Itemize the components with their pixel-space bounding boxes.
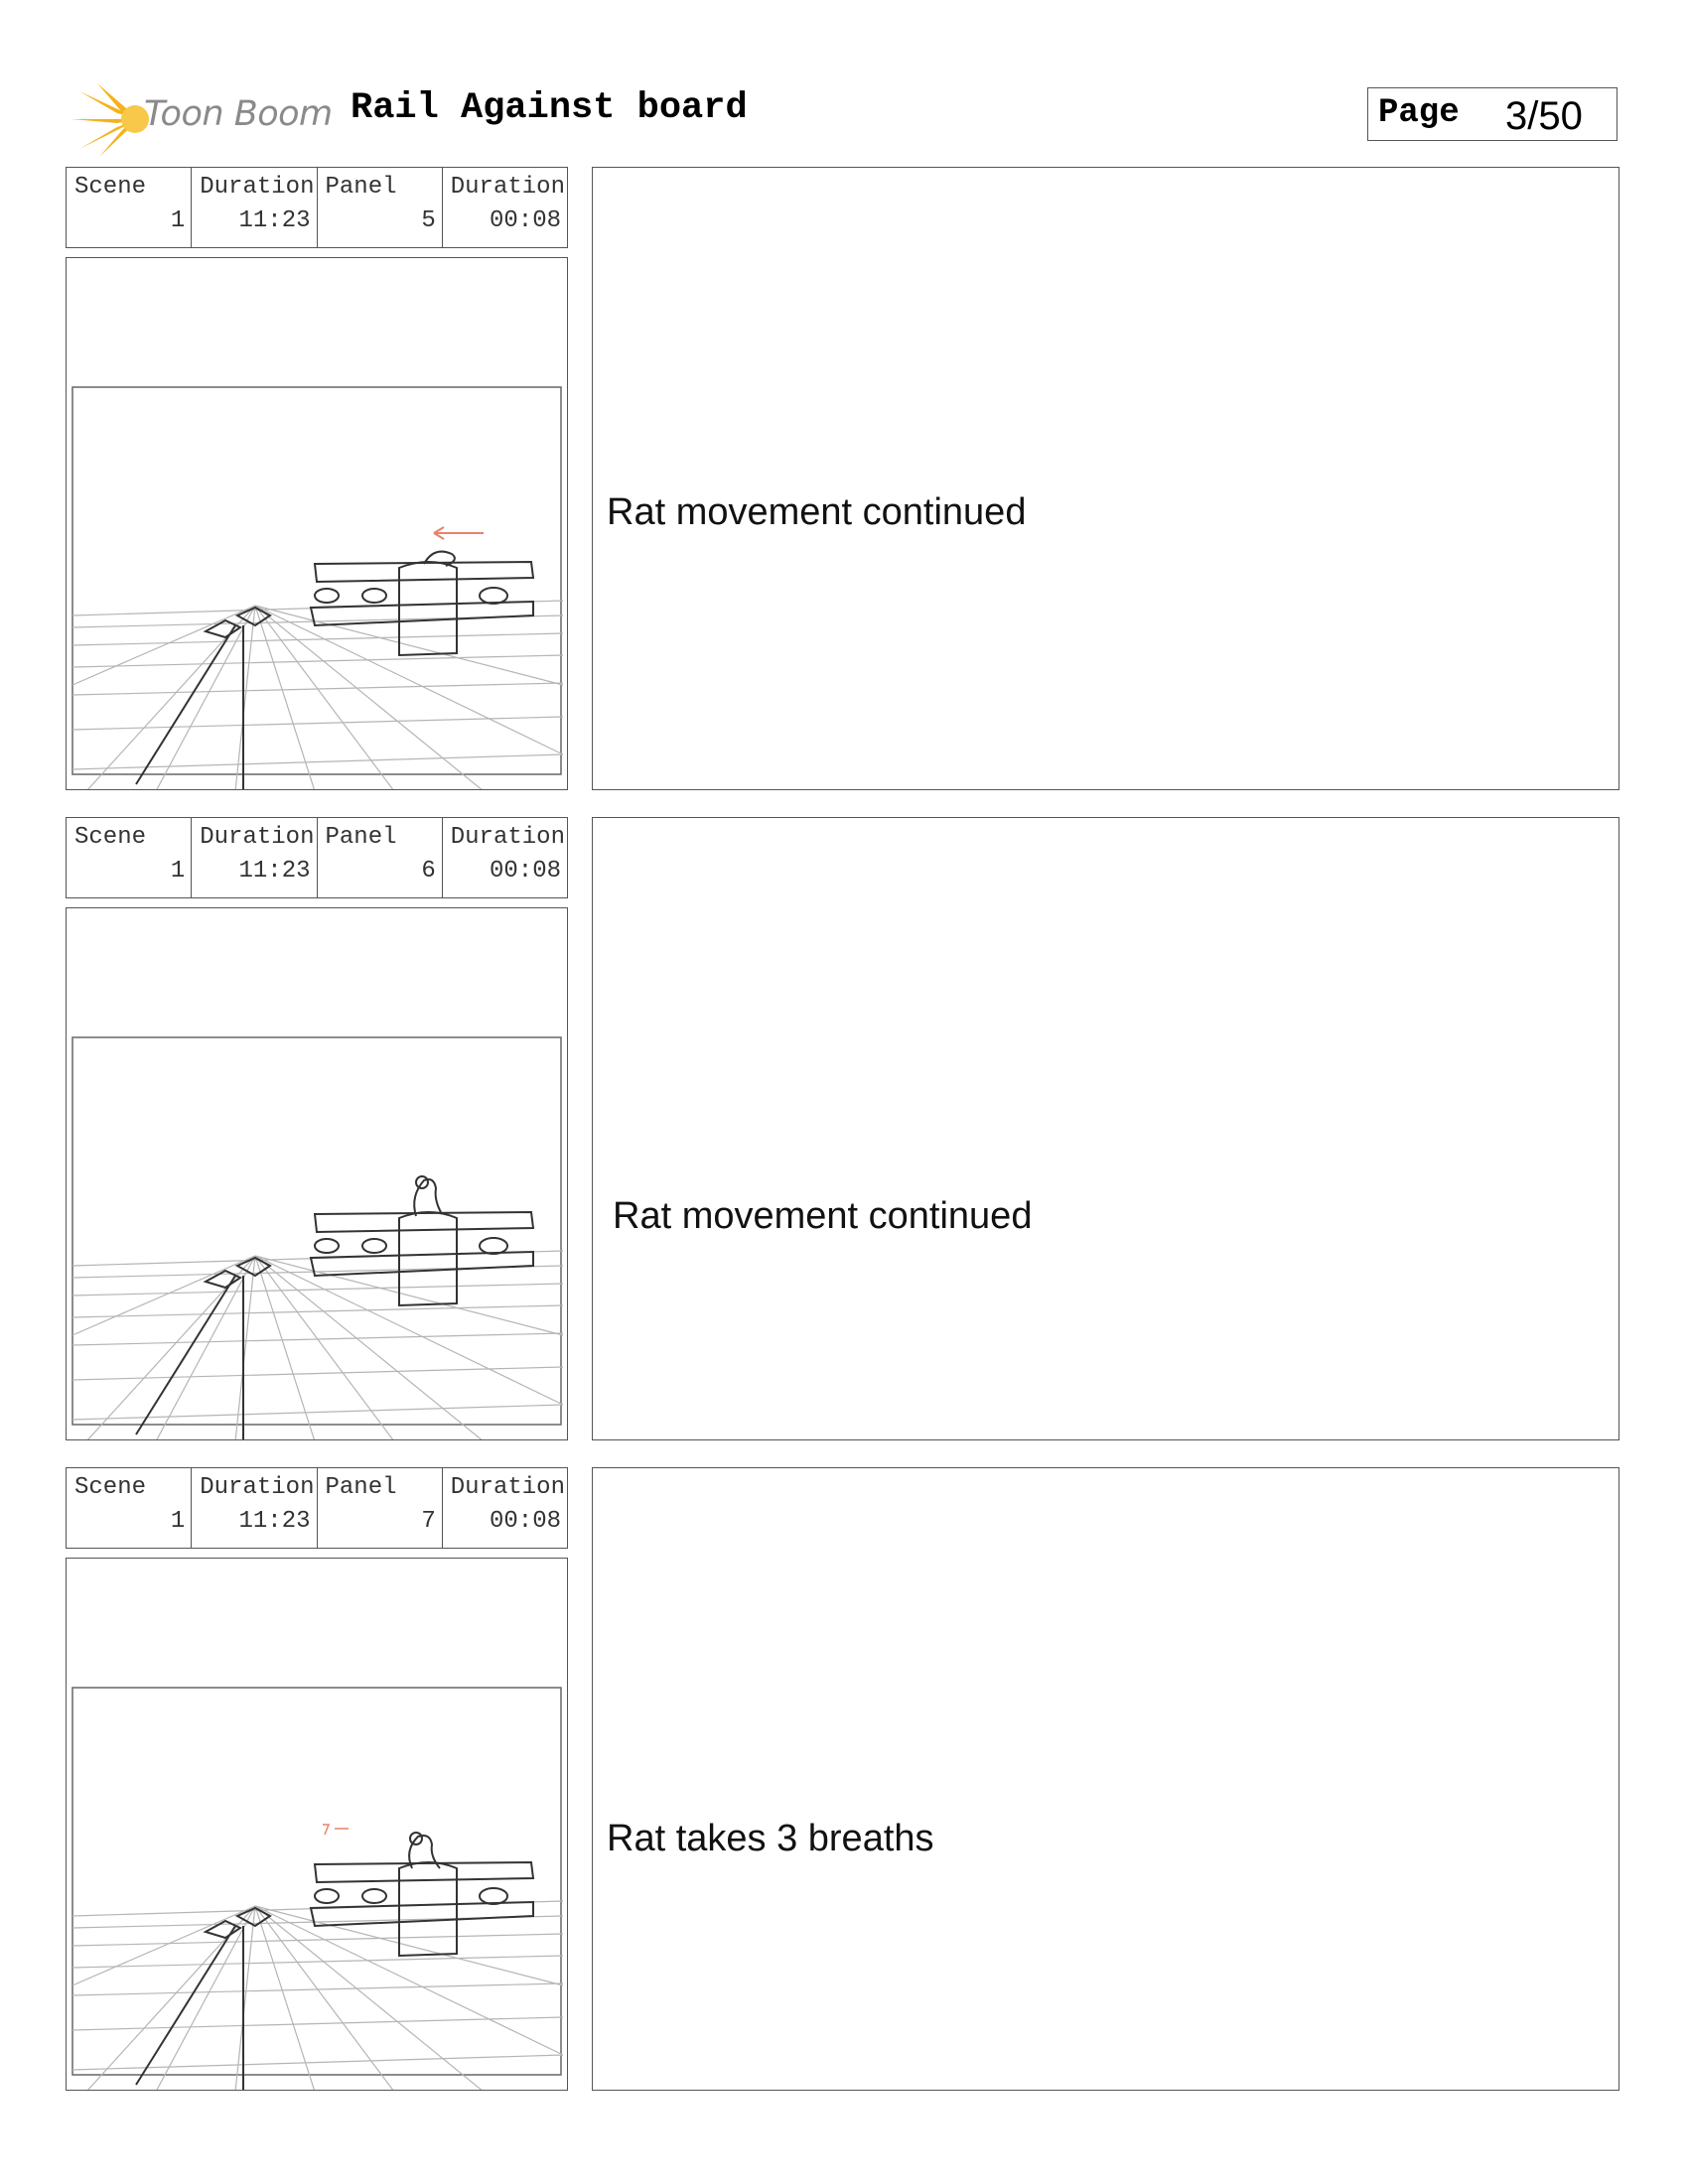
panel-notes: [592, 167, 1619, 790]
scene-duration-value: 11:23: [238, 207, 311, 234]
panel-notes: [592, 1467, 1619, 2091]
scene-cell: [67, 818, 192, 897]
panel-label: Panel: [325, 174, 397, 201]
scene-number: 1: [170, 1508, 186, 1535]
storyboard-panel: [66, 817, 1619, 1440]
panel-duration-value: 00:08: [489, 207, 561, 234]
panel-sketch: [66, 907, 568, 1440]
panel-duration-cell: [443, 1468, 567, 1548]
scene-duration-value: 11:23: [238, 858, 311, 885]
panel-info-table: [66, 817, 568, 898]
scene-duration-value: 11:23: [238, 1508, 311, 1535]
panel-number: 7: [421, 1508, 436, 1535]
scene-duration-cell: [192, 168, 317, 247]
panel-duration-label: Duration: [450, 1474, 565, 1501]
scene-duration-cell: [192, 818, 317, 897]
panel-info-table: [66, 167, 568, 248]
scene-duration-cell: [192, 1468, 317, 1548]
logo-wordmark: Toon Boom: [144, 94, 333, 134]
scene-label: Scene: [74, 174, 147, 201]
panel-duration-label: Duration: [450, 174, 565, 201]
scene-duration-label: Duration: [200, 1474, 315, 1501]
storyboard-panel: [66, 167, 1619, 790]
page-number: 3/50: [1505, 94, 1583, 138]
action-note: Rat movement continued: [607, 491, 1027, 533]
panel-duration-cell: [443, 818, 567, 897]
page-indicator: [1367, 87, 1618, 141]
panel-duration-value: 00:08: [489, 1508, 561, 1535]
board-title: Rail Against board: [351, 87, 748, 129]
panel-label: Panel: [325, 1474, 397, 1501]
scene-label: Scene: [74, 824, 147, 851]
panel-label: Panel: [325, 824, 397, 851]
panel-duration-value: 00:08: [489, 858, 561, 885]
panel-info-table: [66, 1467, 568, 1549]
panel-duration-label: Duration: [450, 824, 565, 851]
scene-cell: [67, 168, 192, 247]
panel-number: 5: [421, 207, 436, 234]
scene-duration-label: Duration: [200, 174, 315, 201]
scene-number: 1: [170, 207, 186, 234]
page-label: Page: [1378, 94, 1460, 132]
scene-cell: [67, 1468, 192, 1548]
panel-sketch: [66, 1558, 568, 2091]
panel-sketch: [66, 257, 568, 790]
panel-cell: [318, 1468, 443, 1548]
scene-duration-label: Duration: [200, 824, 315, 851]
action-note: Rat takes 3 breaths: [607, 1818, 934, 1859]
panel-number: 6: [421, 858, 436, 885]
storyboard-panel: [66, 1467, 1619, 2091]
scene-number: 1: [170, 858, 186, 885]
panel-notes: [592, 817, 1619, 1440]
panel-duration-cell: [443, 168, 567, 247]
panel-cell: [318, 818, 443, 897]
action-note: Rat movement continued: [613, 1195, 1033, 1237]
panel-cell: [318, 168, 443, 247]
scene-label: Scene: [74, 1474, 147, 1501]
